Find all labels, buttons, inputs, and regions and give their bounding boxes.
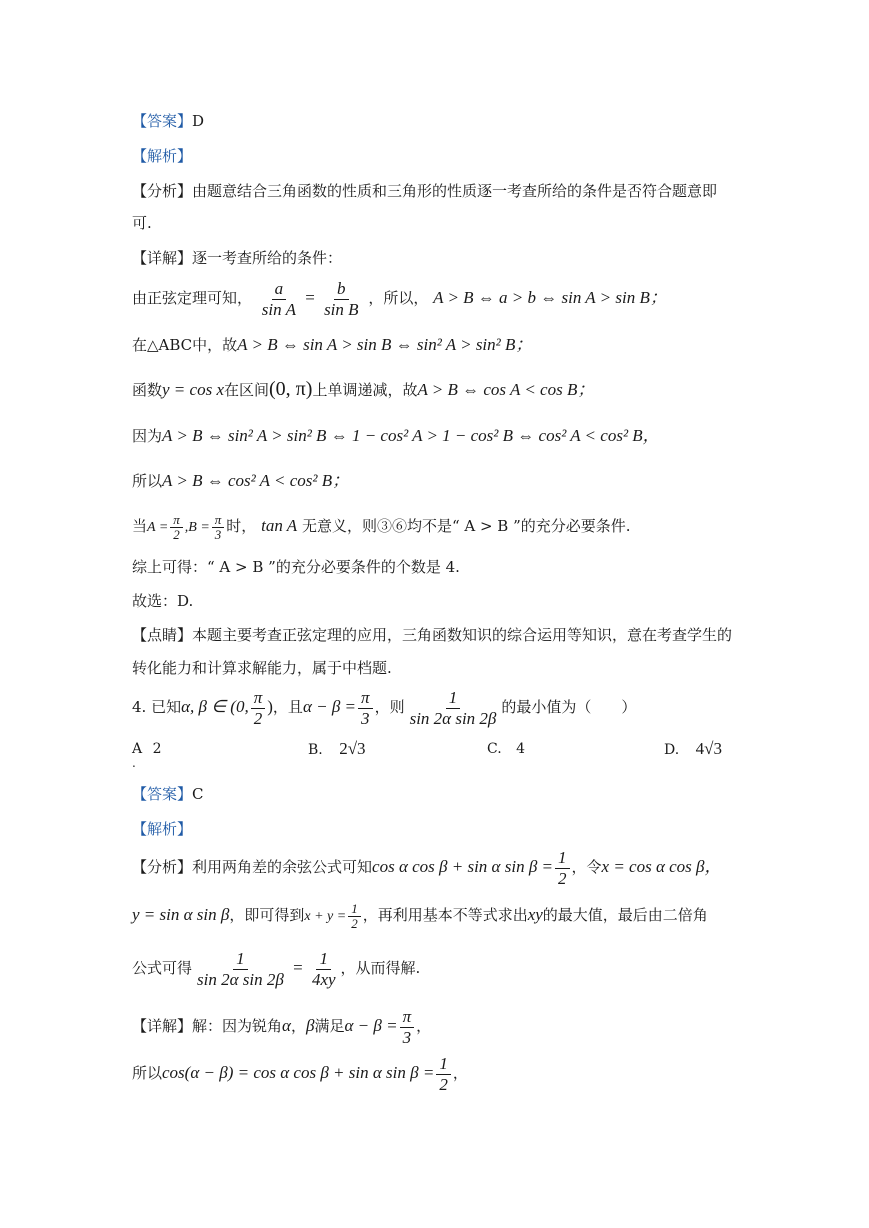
fraction-one-half (555, 848, 570, 889)
q4-detail-line (132, 1006, 431, 1048)
so-chain: A > B ⇔ cos² A < cos² B； (162, 471, 350, 490)
frac-num: 1 (348, 902, 361, 917)
frac-num: 1 (446, 688, 461, 709)
fenxi-text: 由题意结合三角函数的性质和三角形的性质逐一考查所给的条件是否符合题意即 (192, 182, 718, 200)
option-label: D. (664, 742, 680, 758)
q4-close: ) (267, 697, 273, 716)
detail-c: 满足 (314, 1017, 345, 1035)
frac-num: π (251, 688, 266, 709)
frac-den: 2 (558, 868, 567, 888)
detail-beta: β (305, 1016, 315, 1035)
comment-text: 本题主要考查正弦定理的应用，三角函数知识的综合运用等知识，意在考查学生的 (192, 626, 733, 644)
q4-stem (132, 686, 636, 729)
fenxi-tag: 【分析】 (132, 858, 193, 876)
fraction-pi-over-3 (358, 688, 373, 729)
option-a[interactable] (132, 738, 162, 760)
option-label: A (132, 741, 143, 757)
fenxi-x: x = cos α cos β， (601, 857, 722, 876)
fenxi-line-2 (132, 212, 152, 234)
option-c[interactable] (487, 738, 525, 760)
answer-value: D (192, 112, 205, 130)
detail-intro: 逐一考查所给的条件： (192, 249, 343, 267)
because-chain: A > B ⇔ sin² A > sin² B ⇔ 1 − cos² A > 1 − cos² B ⇔ cos² A < cos² B， (162, 426, 660, 445)
triangle-chain: A > B ⇔ sin A > sin B ⇔ sin² A > sin² B； (237, 335, 533, 354)
fraction-one-over-4xy (309, 949, 339, 990)
option-label: B. (308, 742, 323, 758)
when-prefix: 当 (132, 517, 148, 535)
fraction-one-half (436, 1054, 451, 1095)
analysis-tag: 【解析】 (132, 820, 193, 838)
when-rest: 无意义，则③⑥均不是“ A > B ”的充分必要条件. (301, 517, 631, 535)
fenxi-a: 利用两角差的余弦公式可知 (192, 858, 373, 876)
fenxi-b: ，令 (571, 858, 602, 876)
cos-mid2: 上单调递减，故 (312, 381, 418, 399)
when-mid: 时， (226, 517, 257, 535)
sine-rule-prefix: 由正弦定理可知， (132, 289, 253, 307)
fenxi-y: y = sin α sin β (132, 905, 230, 924)
frac-num: a (272, 279, 287, 300)
q4-ab: α, β ∈ (0, (181, 697, 249, 716)
option-label: C. (487, 741, 502, 757)
detail-e: ， (416, 1017, 432, 1035)
cos-chain: A > B ⇔ cos A < cos B； (417, 380, 595, 399)
so-end: ， (452, 1064, 468, 1082)
fraction-pi-over-2 (170, 513, 183, 542)
option-value: 4√3 (695, 739, 722, 758)
fenxi-e: 的最大值，最后由二倍角 (542, 906, 708, 924)
fraction-b-over-sinB (321, 279, 361, 320)
option-value: 2 (152, 741, 162, 757)
fraction-reciprocal (194, 949, 287, 990)
sine-rule-chain: A > B ⇔ a > b ⇔ sin A > sin B； (433, 288, 667, 307)
detail-line-q3 (132, 247, 342, 269)
frac-num: π (358, 688, 373, 709)
frac-den: 2 (439, 1074, 448, 1094)
detail-d: α − β = (344, 1016, 398, 1035)
fenxi-xy2: xy (527, 905, 543, 924)
q4-fenxi-line-2 (132, 895, 708, 937)
frac-num: π (170, 513, 183, 528)
frac-num: π (212, 513, 225, 528)
sine-rule-line: 由正弦定理可知， $\frac{a}{\text{sin A}}$ = $\frac{b}{\text{sin B}}$ ，所以， A > B ⇔ a > b ⇔ sin A > sin B； (132, 278, 667, 319)
so-prefix: 所以 (132, 472, 163, 490)
triangle-prefix: 在△ABC中，故 (132, 336, 238, 354)
answer-line-q4 (132, 783, 204, 805)
answer-value: C (192, 785, 204, 803)
fraction-pi-over-2 (251, 688, 266, 729)
choose-line (132, 590, 193, 612)
summary-line (132, 556, 460, 578)
comment-line-2 (132, 657, 392, 679)
cos-prefix: 函数 (132, 381, 163, 399)
fenxi-g: ，从而得解. (340, 959, 421, 977)
frac-den: 2 (253, 708, 263, 728)
answer-line-q3 (132, 110, 204, 132)
fraction-pi-over-3 (400, 1007, 415, 1048)
fraction-a-over-sinA (259, 279, 299, 320)
cos-mid1: 在区间 (224, 381, 270, 399)
comment-tag: 【点睛】 (132, 626, 193, 644)
q4-end: 的最小值为（ ） (501, 698, 637, 716)
detail-a: 解：因为锐角 (192, 1017, 283, 1035)
when-tan: tan A (261, 516, 298, 535)
comment-line-1 (132, 624, 732, 646)
frac-den: sin 2α sin 2β (197, 969, 284, 989)
cos-func: y = cos x (162, 380, 224, 399)
detail-b: ， (290, 1017, 306, 1035)
summary-text: 综上可得：“ A > B ”的充分必要条件的个数是 4. (132, 558, 460, 576)
option-d[interactable] (664, 738, 722, 761)
sine-rule-mid: ，所以， (368, 289, 429, 307)
q4-prefix: 4. 已知 (132, 698, 182, 716)
q4-diff: α − β = (302, 697, 357, 716)
so-line (132, 470, 349, 492)
frac-num: 1 (233, 949, 248, 970)
triangle-line (132, 334, 532, 356)
fenxi-d: ，再利用基本不等式求出 (362, 906, 528, 924)
fenxi-tag: 【分析】 (132, 182, 193, 200)
answer-tag: 【答案】 (132, 785, 193, 803)
q4-fenxi-line-3: 公式可得 $\frac{1}{\text{sin 2α sin 2β}}$ = $\frac{1}{4xy}$ ，从而得解. (132, 948, 421, 989)
comment-text-cont: 转化能力和计算求解能力，属于中档题. (132, 659, 392, 677)
fenxi-f: 公式可得 (132, 959, 193, 977)
frac-den: 3 (214, 526, 222, 542)
frac-num: 1 (316, 949, 331, 970)
frac-den: 3 (402, 1027, 412, 1047)
q4-fenxi-line-1 (132, 846, 722, 889)
fenxi-line-1 (132, 180, 717, 202)
frac-den: sin 2α sin 2β (409, 708, 497, 728)
choose-text: 故选：D. (132, 592, 194, 610)
frac-den: sin A (261, 299, 296, 319)
frac-den: 4xy (311, 969, 336, 989)
fenxi-eq: cos α cos β + sin α sin β = (372, 857, 554, 876)
analysis-line-q3 (132, 145, 192, 167)
frac-den: 2 (351, 915, 358, 931)
because-line (132, 425, 660, 447)
frac-num: 1 (555, 848, 570, 869)
q4-mid: ，且 (272, 698, 303, 716)
fenxi-xy: x + y = (304, 909, 347, 924)
answer-tag: 【答案】 (132, 112, 193, 130)
cos-line (132, 378, 594, 401)
cos-interval: (0, π) (269, 378, 313, 400)
frac-den: 2 (173, 526, 180, 542)
analysis-line-q4 (132, 818, 192, 840)
because-prefix: 因为 (132, 427, 163, 445)
frac-den: sin B (324, 299, 359, 319)
detail-tag: 【详解】 (132, 249, 193, 267)
when-A: A = (147, 520, 169, 535)
option-value: 4 (516, 741, 526, 757)
fraction-pi-over-3 (212, 513, 225, 542)
frac-den: 3 (361, 708, 370, 728)
analysis-tag: 【解析】 (132, 147, 193, 165)
when-line (132, 508, 631, 546)
frac-num: 1 (436, 1054, 451, 1075)
detail-tag: 【详解】 (132, 1017, 193, 1035)
fenxi-c: ，即可得到 (229, 906, 305, 924)
option-value: 2√3 (339, 739, 366, 758)
q4-so-line (132, 1052, 468, 1095)
frac-num: b (334, 279, 349, 300)
so-eq: cos(α − β) = cos α cos β + sin α sin β = (162, 1063, 435, 1082)
fraction-reciprocal (407, 688, 500, 729)
fraction-one-half (348, 902, 361, 931)
frac-num: π (400, 1007, 415, 1028)
fenxi-text-cont: 可. (132, 214, 152, 232)
so-prefix: 所以 (132, 1064, 163, 1082)
q4-then: ，则 (374, 698, 405, 716)
option-b[interactable] (308, 738, 366, 761)
option-a-dot: . (132, 756, 136, 770)
when-B: ,B = (184, 520, 210, 535)
detail-alpha: α (282, 1016, 291, 1035)
